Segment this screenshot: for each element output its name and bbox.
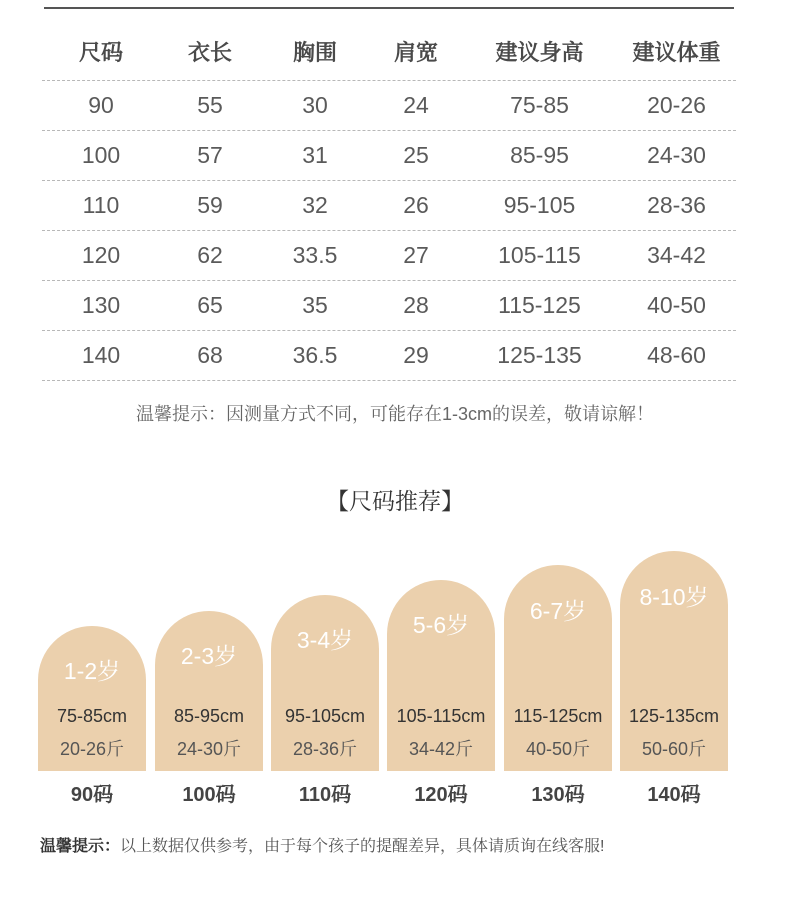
cell-length: 68 <box>197 342 223 368</box>
card-age: 1-2岁 <box>63 658 121 684</box>
age-card <box>504 565 612 771</box>
recommend-title: 【尺码推荐】 <box>326 488 464 514</box>
size-label: 90码 <box>70 784 114 806</box>
cell-chest: 32 <box>302 192 328 218</box>
age-card <box>387 580 495 771</box>
cell-size: 130 <box>81 292 121 318</box>
card-weight: 24-30斤 <box>176 739 242 759</box>
cell-length: 57 <box>197 142 223 168</box>
footer-tip-label: 温馨提示： <box>40 838 121 855</box>
card-height: 75-85cm <box>56 706 128 726</box>
card-age: 8-10岁 <box>639 584 709 610</box>
age-card <box>38 626 146 771</box>
cell-height: 115-125 <box>498 292 581 318</box>
cell-chest: 30 <box>302 92 328 118</box>
cell-weight: 28-36 <box>647 192 706 218</box>
cell-weight: 48-60 <box>647 342 706 368</box>
card-weight: 20-26斤 <box>59 739 125 759</box>
card-age: 3-4岁 <box>296 627 354 653</box>
size-label: 120码 <box>414 784 468 806</box>
cell-weight: 40-50 <box>647 292 706 318</box>
header-height: 建议身高 <box>495 40 584 65</box>
cell-length: 62 <box>197 242 223 268</box>
footer-tip <box>40 833 604 856</box>
card-age: 2-3岁 <box>180 643 238 669</box>
cell-shoulder: 29 <box>403 342 429 368</box>
size-label: 140码 <box>647 784 701 806</box>
cell-chest: 36.5 <box>292 342 338 368</box>
age-card <box>271 595 379 771</box>
header-chest: 胸围 <box>292 40 337 65</box>
size-table <box>42 23 736 381</box>
size-label: 110码 <box>298 784 352 806</box>
cell-length: 59 <box>197 192 223 218</box>
card-weight: 50-60斤 <box>641 739 707 759</box>
card-height: 125-135cm <box>628 706 720 726</box>
header-size: 尺码 <box>78 40 123 65</box>
table-body <box>42 81 736 381</box>
cell-size: 110 <box>82 192 120 218</box>
cell-height: 75-85 <box>510 92 569 118</box>
size-label: 100码 <box>182 784 236 806</box>
table-row <box>42 131 736 181</box>
measurement-notice: 温馨提示：因测量方式不同，可能存在1-3cm的误差，敬请谅解！ <box>135 404 654 424</box>
cell-size: 140 <box>81 342 121 368</box>
cell-weight: 20-26 <box>647 92 706 118</box>
cell-chest: 31 <box>302 142 328 168</box>
cell-size: 90 <box>88 92 114 118</box>
cell-length: 65 <box>197 292 223 318</box>
card-height: 115-125cm <box>513 706 603 726</box>
card-height: 95-105cm <box>284 706 366 726</box>
card-height: 105-115cm <box>396 706 486 726</box>
table-row <box>42 331 736 381</box>
card-age: 5-6岁 <box>412 612 470 638</box>
header-length: 衣长 <box>187 40 232 65</box>
table-row <box>42 181 736 231</box>
table-row <box>42 231 736 281</box>
header-shoulder: 肩宽 <box>393 40 438 65</box>
cell-shoulder: 28 <box>403 292 429 318</box>
cell-shoulder: 27 <box>403 242 429 268</box>
cell-height: 105-115 <box>498 242 581 268</box>
age-card <box>155 611 263 771</box>
cell-shoulder: 24 <box>403 92 429 118</box>
cell-length: 55 <box>197 92 223 118</box>
cell-weight: 34-42 <box>647 242 706 268</box>
top-rule <box>44 7 734 9</box>
cell-size: 100 <box>81 142 121 168</box>
cell-chest: 35 <box>302 292 328 318</box>
card-height: 85-95cm <box>173 706 245 726</box>
cell-weight: 24-30 <box>647 142 706 168</box>
cell-size: 120 <box>81 242 121 268</box>
cell-chest: 33.5 <box>292 242 338 268</box>
card-weight: 40-50斤 <box>525 739 591 759</box>
footer-tip-text: 以上数据仅供参考，由于每个孩子的提醒差异，具体请质询在线客服! <box>120 838 605 855</box>
cell-height: 125-135 <box>497 342 582 368</box>
card-weight: 28-36斤 <box>292 739 358 759</box>
cell-shoulder: 25 <box>403 142 429 168</box>
card-weight: 34-42斤 <box>408 739 474 759</box>
table-row <box>42 281 736 331</box>
card-age: 6-7岁 <box>529 598 587 624</box>
table-header-row <box>42 23 736 81</box>
size-label: 130码 <box>531 784 585 806</box>
cell-shoulder: 26 <box>403 192 429 218</box>
age-card <box>620 551 728 771</box>
header-weight: 建议体重 <box>632 40 721 65</box>
table-row <box>42 81 736 131</box>
cell-height: 85-95 <box>510 142 569 168</box>
cell-height: 95-105 <box>503 192 576 218</box>
